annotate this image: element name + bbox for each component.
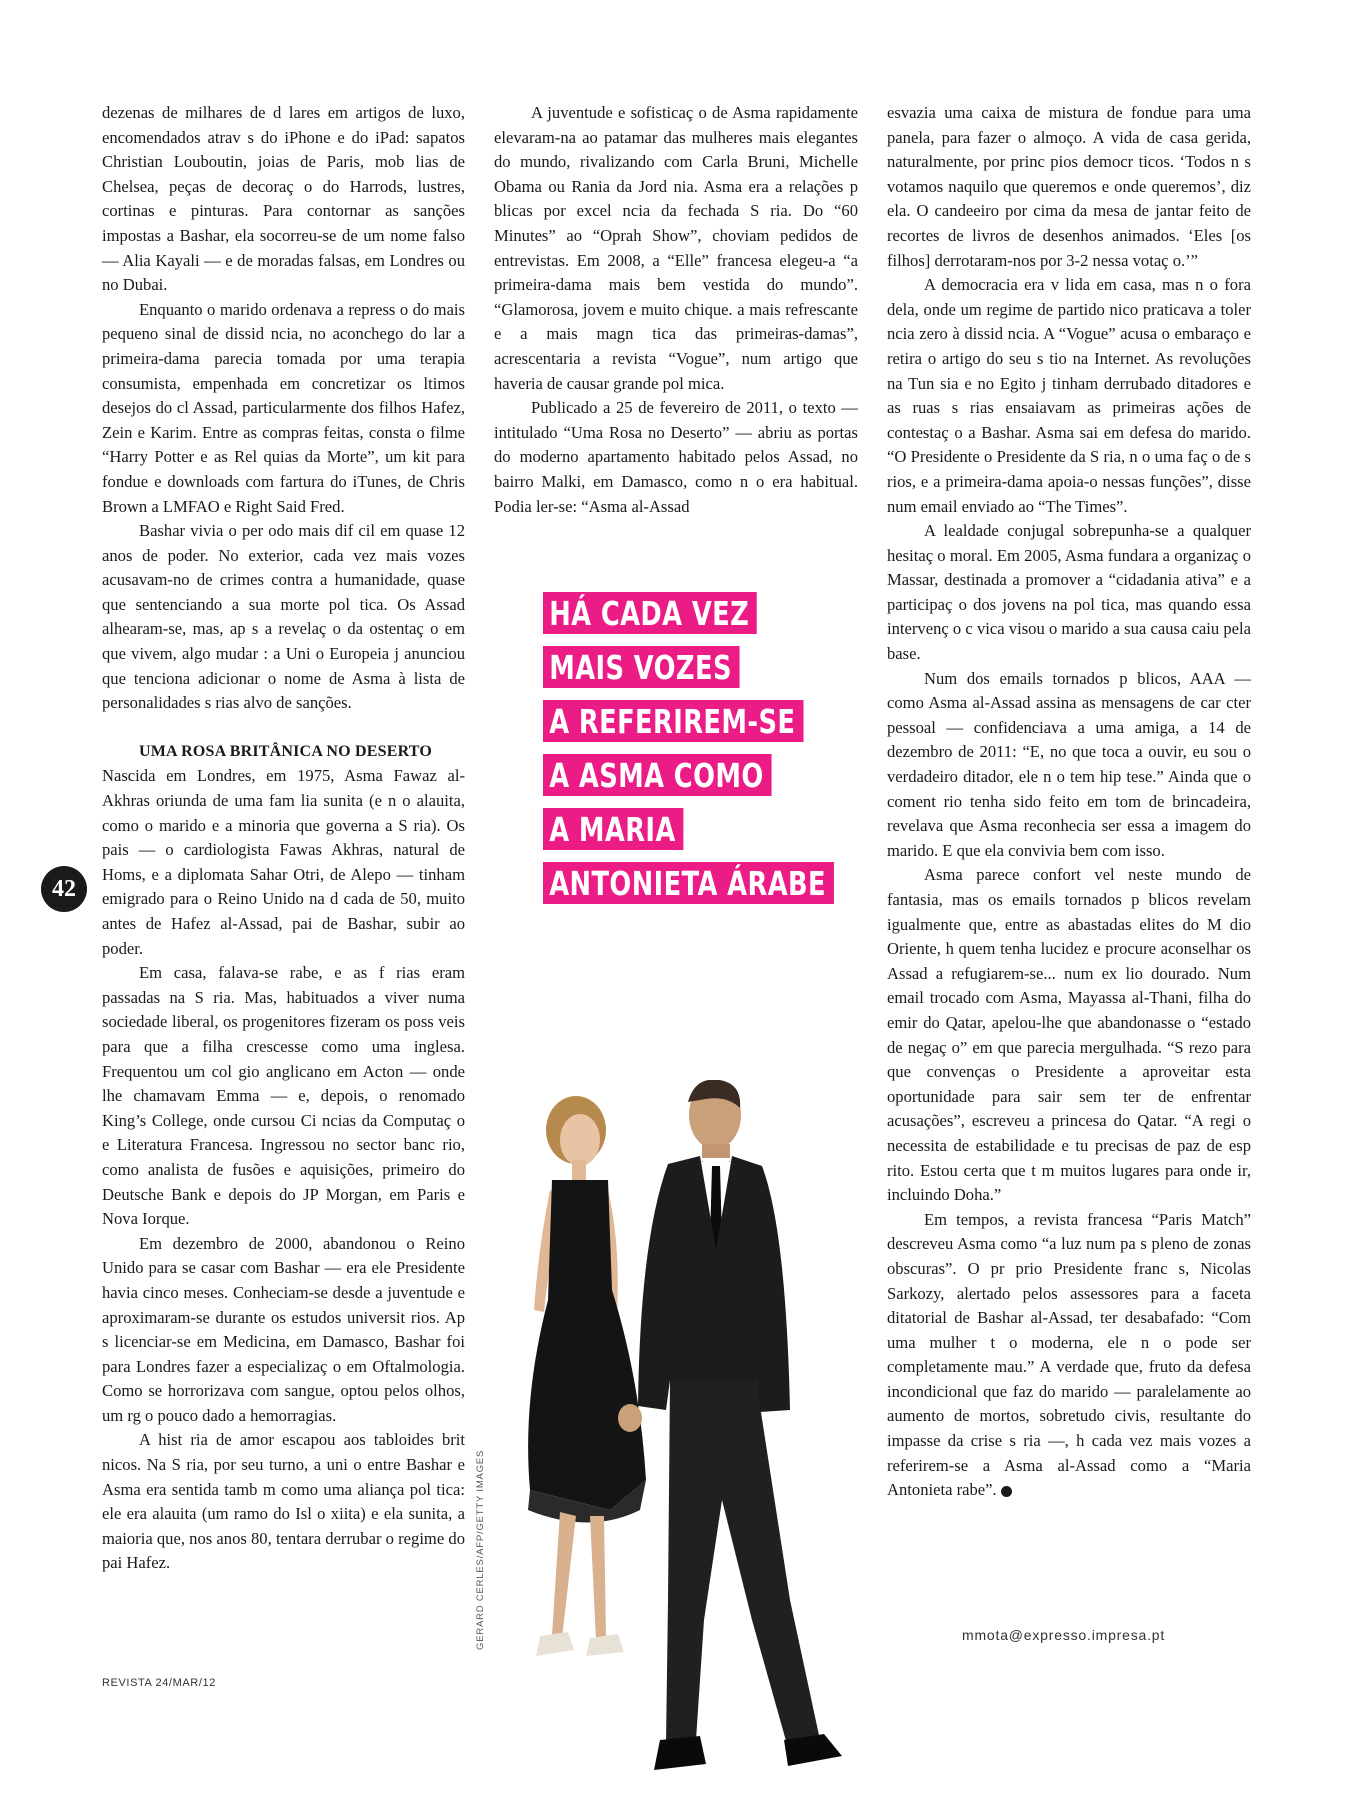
pull-quote [543, 592, 843, 916]
pull-quote-line: A REFERIREM-SE [543, 700, 803, 742]
footer-issue: REVISTA 24/MAR/12 [102, 1677, 216, 1689]
article-column-1 [102, 101, 465, 1576]
pull-quote-line: MAIS VOZES [543, 646, 740, 688]
paragraph: Num dos emails tornados p blicos, AAA — como Asma al-Assad assina as mensagens de car cter pessoal — confidenciava a uma amiga, a 14 de dezembro de 2011: “E, no que toca a ouvir, eu sou o verdadeiro ditador, ele n o tem hip tese.” Ainda que o coment rio tenha sido feito em tom de brincadeira, revelava que Asma reconhecia ser essa a imagem do marido. E que ela convivia bem com isso. [887, 668, 1251, 860]
paragraph: Publicado a 25 de fevereiro de 2011, o texto — intitulado “Uma Rosa no Deserto” — abriu as portas do moderno apartamento habitado pelos Assad, no bairro Malki, em Damasco, como n o era habitual. Podia ler-se: “Asma al-Assad [494, 398, 858, 516]
article-column-2 [494, 101, 858, 519]
paragraph: Em casa, falava-se rabe, e as f rias eram passadas na S ria. Mas, habituados a viver numa sociedade liberal, os progenitores fizeram os poss veis para que a filha crescesse como uma inglesa. Frequentou um col gio anglicano em Acton — onde lhe chamavam Emma — e, depois, o renomado King’s College, onde cursou Ci ncias da Computaç o e Literatura Francesa. Ingressou no sector banc rio, como analista de fusões e aquisições, primeiro do Deutsche Bank e depois do JP Morgan, em Paris e Nova Iorque. [102, 963, 465, 1229]
paragraph: Enquanto o marido ordenava a repress o do mais pequeno sinal de dissid ncia, no aconchego do lar a primeira-dama parecia tomada por uma terapia consumista, empenhada em concretizar os ltimos desejos do cl Assad, particularmente dos filhos Hafez, Zein e Karim. Entre as compras feitas, consta o filme “Harry Potter e as Rel quias da Morte”, um kit para fondue e downloads com fartura do iTunes, de Chris Brown a LMFAO e Right Said Fred. [102, 299, 465, 516]
paragraph: Em dezembro de 2000, abandonou o Reino Unido para se casar com Bashar — era ele Presidente havia cinco meses. Conheciam-se desde a juventude e aproximaram-se durante os estudos universit rios. Ap s licenciar-se em Medicina, em Damasco, Bashar foi para Londres fazer a especializaç o em Oftalmologia. Como se horrorizava com sangue, optou pelos olhos, um rg o pouco dado a hemorragias. [102, 1233, 465, 1425]
paragraph [887, 1208, 1251, 1503]
page-number: 42 [41, 866, 87, 912]
pull-quote-line: A MARIA [543, 808, 684, 850]
pull-quote-line: HÁ CADA VEZ [543, 592, 757, 634]
paragraph: esvazia uma caixa de mistura de fondue para uma panela, para fazer o almoço. A vida de casa gerida, naturalmente, por princ pios democr ticos. ‘Todos n s votamos naquilo que queremos e onde queremos’, diz ela. O candeeiro por cima da mesa de jantar feito de recortes de livros de desenhos animados. ‘Eles [os filhos] derrotaram-nos por 3-2 nessa votaç o.’” [887, 103, 1251, 270]
paragraph: Bashar vivia o per odo mais dif cil em quase 12 anos de poder. No exterior, cada vez mais vozes acusavam-no de crimes contra a humanidade, quase que sentenciando a sua morte pol tica. Os Assad alhearam-se, mas, ap s a revelaç o da ostentaç o em que vivem, algo mudar : a Uni o Europeia j anunciou que tenciona adicionar o nome de Asma à lista de personalidades s rias alvo de sanções. [102, 521, 465, 713]
couple-photo [490, 1080, 870, 1794]
paragraph: A juventude e sofisticaç o de Asma rapidamente elevaram-na ao patamar das mulheres mais elegantes do mundo, rivalizando com Carla Bruni, Michelle Obama ou Rania da Jord nia. Asma era a relações p blicas por excel ncia da fechada S ria. Do “60 Minutes” ao “Oprah Show”, choviam pedidos de entrevistas. Em 2008, a “Elle” francesa elegeu-a “a primeira-dama mais bem vestida do mundo”. “Glamorosa, jovem e muito chique. a mais refrescante e a mais magn tica das primeiras-damas”, acrescentaria a revista “Vogue”, num artigo que haveria de causar grande pol mica. [494, 103, 858, 393]
paragraph: A lealdade conjugal sobrepunha-se a qualquer hesitaç o moral. Em 2005, Asma fundara a organizaç o Massar, destinada a promover a “cidadania ativa” e a participaç o dos jovens na pol tica, mas quando essa intervenç o c vica visou o marido a sua causa caiu pela base. [887, 521, 1251, 664]
paragraph: Asma parece confort vel neste mundo de fantasia, mas os emails tornados p blicos revelam igualmente que, entre as abastadas elites do M dio Oriente, h quem tenha lucidez e procure aconselhar os Assad a refugiarem-se... num ex lio dourado. Num email trocado com Asma, Mayassa al-Thani, filha do emir do Qatar, apelou-lhe que abandonasse o “estado de negaç o” em que parecia mergulhada. “S rezo para que convenças o Presidente a aproveitar esta oportunidade para sair sem ter de enfrentar acusações”, escreveu a princesa do Qatar. “A regi o necessita de estabilidade e tu precisas de paz de esp rito. Estou certa que t m muitos lugares para onde ir, incluindo Doha.” [887, 865, 1251, 1205]
paragraph-text: Em tempos, a revista francesa “Paris Match” descreveu Asma como “a luz num pa s pleno de zonas obscuras”. O pr prio Presidente franc s, Nicolas Sarkozy, alertado pelos assessores para a faceta ditatorial de Bashar al-Assad, ter desabafado: “Com uma mulher t o moderna, ele n o pode ser completamente mau.” A verdade que, fruto da defesa incondicional que faz do marido — paralelamente ao aumento de mortos, sobretudo civis, resultante do impasse da crise s ria —, h cada vez mais vozes a referirem-se a Asma al-Assad como a “Maria Antonieta rabe”. [887, 1209, 1251, 1500]
paragraph: A hist ria de amor escapou aos tabloides brit nicos. Na S ria, por seu turno, a uni o entre Bashar e Asma era sentida tamb m como uma aliança pol tica: ele era alauita (um ramo do Isl o xiita) e ela sunita, a maioria que, nos anos 80, tentara derrubar o regime do pai Hafez. [102, 1430, 465, 1573]
paragraph: A democracia era v lida em casa, mas n o fora dela, onde um regime de partido nico praticava a toler ncia zero à dissid ncia. A “Vogue” acusa o embaraço e retira o artigo do seu s tio na Internet. As revoluções na Tun sia e no Egito j tinham derrubado ditadores e as ruas s rias ensaiavam as primeiras ações de contestaç o a Bashar. Asma sai em defesa do marido. “O Presidente o Presidente da S ria, n o uma faç o de s rios, e a primeira-dama apoia-o nessas funções”, disse num email enviado ao “The Times”. [887, 275, 1251, 516]
pull-quote-line: A ASMA COMO [543, 754, 771, 796]
end-of-article-icon [1001, 1486, 1012, 1497]
section-subhead: UMA ROSA BRITÂNICA NO DESERTO [139, 742, 433, 760]
author-email[interactable]: mmota@expresso.impresa.pt [962, 1627, 1166, 1643]
article-column-3 [887, 101, 1251, 1503]
woman-figure [528, 1096, 646, 1656]
photo-credit: GERARD CERLES/AFP/GETTY IMAGES [475, 1449, 486, 1650]
man-figure [618, 1080, 842, 1770]
pull-quote-line: ANTONIETA ÁRABE [543, 862, 834, 904]
paragraph: dezenas de milhares de d lares em artigos de luxo, encomendados atrav s do iPhone e do iPad: sapatos Christian Louboutin, joias de Paris, mob lias de Chelsea, peças de decoraç o do Harrods, lustres, cortinas e pinturas. Para contornar as sanções impostas a Bashar, ela socorreu-se de um nome falso — Alia Kayali — e de moradas falsas, em Londres ou no Dubai. [102, 103, 465, 295]
paragraph: Nascida em Londres, em 1975, Asma Fawaz al-Akhras oriunda de uma fam lia sunita (e n o alauita, como o marido e a minoria que governa a S ria). Os pais — o cardiologista Fawas Akhras, natural de Homs, e a diplomata Sahar Otri, de Alepo — tinham emigrado para o Reino Unido na d cada de 50, muito antes de Hafez al-Assad, pai de Bashar, subir ao poder. [102, 766, 465, 958]
